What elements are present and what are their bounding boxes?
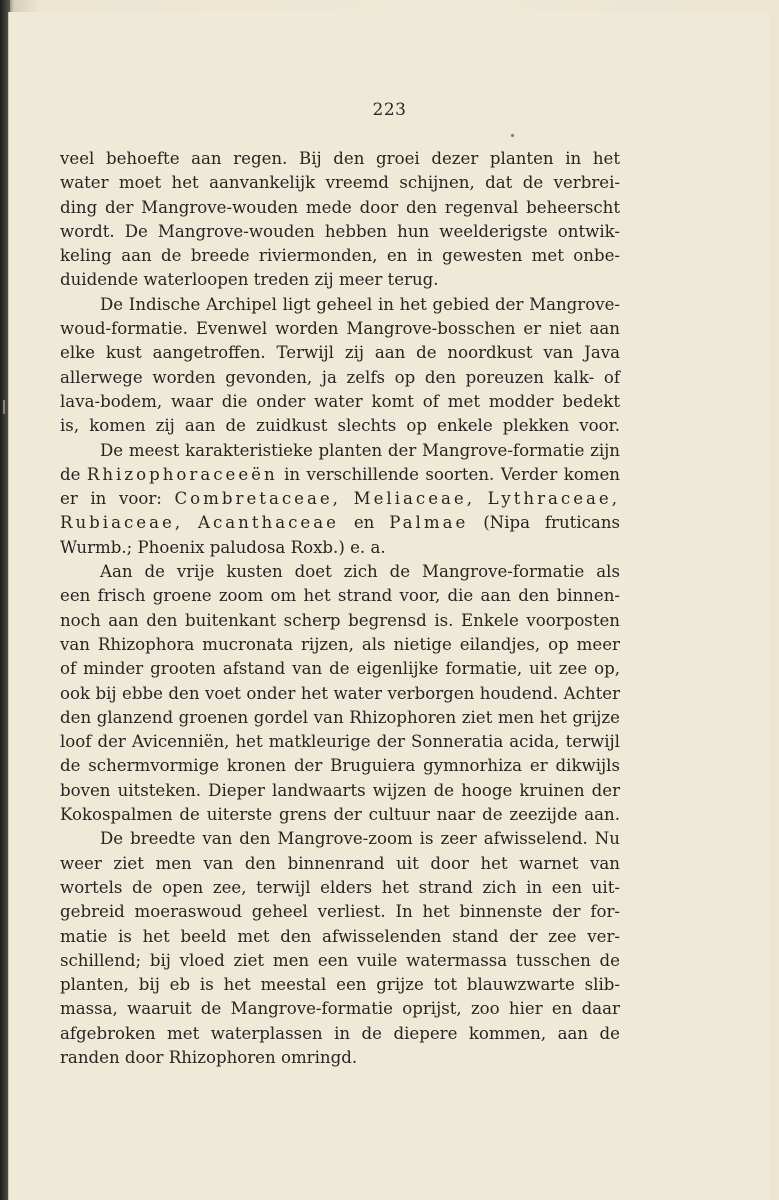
text-line: keling aan de breede riviermonden, en in gewesten met onbe-: [60, 246, 620, 266]
text-fragment: de: [60, 464, 81, 484]
text-line: loof der Avicenniën, het matkleurige der Sonneratia acida, terwijl: [60, 732, 620, 752]
text-line: Kokospalmen de uiterste grens der cultuur naar de zeezijde aan.: [60, 805, 620, 825]
text-line: veel behoefte aan regen. Bij den groei dezer planten in het: [60, 149, 620, 168]
text-line: gebreid moeraswoud geheel verliest. In het binnenste der for-: [60, 902, 620, 922]
text-line: Wurmb.; Phoenix paludosa Roxb.) e. a.: [60, 537, 386, 557]
text-line: een frisch groene zoom om het strand voor, die aan den binnen-: [60, 586, 620, 606]
text-line: planten, bij eb is het meestal een grijze tot blauwzwarte slib-: [60, 975, 620, 995]
text-line: ook bij ebbe den voet onder het water verborgen houdend. Achter: [60, 683, 620, 703]
body-text: [60, 147, 620, 1070]
text-line: allerwege worden gevonden, ja zelfs op den poreuzen kalk- of: [60, 367, 620, 387]
text-line: matie is het beeld met den afwisselenden stand der zee ver-: [60, 926, 620, 946]
text-line: [60, 487, 620, 511]
text-line: boven uitsteken. Dieper landwaarts wijzen de hooge kruinen der: [60, 780, 620, 800]
taxon-name: Lythraceae,: [487, 489, 621, 509]
text-line: de schermvormige kronen der Bruguiera gymnorhiza er dikwijls: [60, 756, 620, 776]
text-fragment: in verschillende soorten. Verder komen: [284, 464, 620, 484]
text-line: water moet het aanvankelijk vreemd schijnen, dat de verbrei-: [60, 173, 620, 193]
text-line: De breedte van den Mangrove-zoom is zeer afwisselend. Nu: [100, 829, 620, 849]
text-line: De Indische Archipel ligt geheel in het gebied der Mangrove-: [100, 294, 620, 314]
text-line: noch aan den buitenkant scherp begrensd is. Enkele voorposten: [60, 610, 620, 630]
text-line: [60, 463, 620, 487]
taxon-name: Palmae: [389, 513, 469, 533]
text-line: Aan de vrije kusten doet zich de Mangrove-formatie als: [100, 562, 620, 582]
text-line: randen door Rhizophoren omringd.: [60, 1047, 358, 1067]
ink-speck: [511, 134, 514, 137]
text-line: lava-bodem, waar die onder water komt of met modder bedekt: [60, 391, 620, 411]
taxon-name: Rhizophoraceeën: [86, 464, 278, 484]
margin-mark: [3, 400, 5, 414]
text-line: weer ziet men van den binnenrand uit door het warnet van: [60, 853, 620, 873]
text-line: massa, waaruit de Mangrove-formatie oprijst, zoo hier en daar: [60, 999, 620, 1019]
text-line: De meest karakteristieke planten der Mangrove-formatie zijn: [100, 440, 620, 460]
text-line: ding der Mangrove-wouden mede door den regenval beheerscht: [60, 197, 620, 217]
page-number: 223: [372, 100, 407, 120]
text-line: duidende waterloopen treden zij meer terug.: [60, 270, 439, 290]
text-line: woud-formatie. Evenwel worden Mangrove-bosschen er niet aan: [60, 319, 620, 339]
text-line: van Rhizophora mucronata rijzen, als nietige eilandjes, op meer: [60, 634, 620, 654]
text-line: wordt. De Mangrove-wouden hebben hun weelderigste ontwik-: [60, 221, 620, 241]
taxon-name: Rubiaceae,: [60, 513, 184, 533]
text-line: schillend; bij vloed ziet men een vuile watermassa tusschen de: [60, 950, 620, 970]
taxon-name: Acanthaceae: [198, 513, 339, 533]
text-fragment: en: [353, 513, 375, 533]
taxon-name: Combretaceae,: [174, 489, 341, 509]
text-fragment: er in voor:: [60, 489, 162, 509]
text-line: of minder grooten afstand van de eigenlijke formatie, uit zee op,: [60, 659, 620, 679]
taxon-name: Meliaceae,: [353, 489, 475, 509]
text-line: elke kust aangetroffen. Terwijl zij aan de noordkust van Java: [60, 343, 620, 363]
text-fragment: (Nipa fruticans: [483, 513, 621, 533]
text-line: wortels de open zee, terwijl elders het strand zich in een uit-: [60, 877, 620, 897]
text-line: afgebroken met waterplassen in de diepere kommen, aan de: [60, 1023, 620, 1043]
text-line: is, komen zij aan de zuidkust slechts op enkele plekken voor.: [60, 416, 620, 436]
text-line: den glanzend groenen gordel van Rhizophoren ziet men het grijze: [60, 707, 620, 727]
text-line: [60, 511, 620, 535]
